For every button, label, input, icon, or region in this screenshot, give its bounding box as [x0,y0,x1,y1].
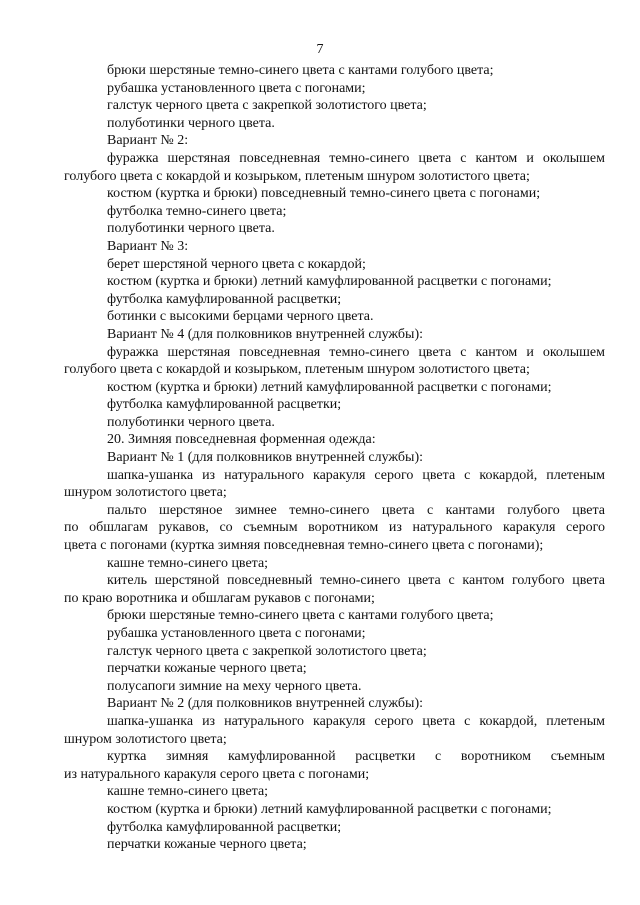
text-line: костюм (куртка и брюки) летний камуфлированной расцветки с погонами; [107,274,552,290]
text-line: по обшлагам рукавов, со съемным воротником из натурального каракуля серого [64,520,605,536]
text-line: Вариант № 4 (для полковников внутренней службы): [107,326,423,342]
text-line: по краю воротника и обшлагам рукавов с погонами; [64,590,375,606]
text-line: костюм (куртка и брюки) повседневный темно-синего цвета с погонами; [107,186,541,202]
text-line: Вариант № 3: [107,238,189,254]
text-line: голубого цвета с кокардой и козырьком, плетеным шнуром золотистого цвета; [64,362,530,378]
text-line: цвета с погонами (куртка зимняя повседневная темно-синего цвета с погонами); [64,538,544,554]
text-line: футболка камуфлированной расцветки; [107,291,342,307]
text-line: полуботинки черного цвета. [107,414,275,430]
text-line: китель шерстяной повседневный темно-синего цвета с кантом голубого цвета [107,573,605,589]
text-line: брюки шерстяные темно-синего цвета с кантами голубого цвета; [107,63,494,78]
text-line: перчатки кожаные черного цвета; [107,837,307,853]
text-line: полуботинки черного цвета. [107,221,275,237]
text-line: Вариант № 1 (для полковников внутренней службы): [107,450,423,466]
text-line: берет шерстяной черного цвета с кокардой; [107,256,366,272]
text-line: фуражка шерстяная повседневная темно-синего цвета с кантом и околышем [107,344,605,360]
text-line: пальто шерстяное зимнее темно-синего цвета с кантами голубого цвета [107,502,605,518]
text-line: шапка-ушанка из натурального каракуля серого цвета с кокардой, плетеным [107,467,605,483]
page-number: 7 [316,42,324,57]
text-line: брюки шерстяные темно-синего цвета с кантами голубого цвета; [107,608,494,624]
text-line: Вариант № 2 (для полковников внутренней службы): [107,696,423,712]
text-line: костюм (куртка и брюки) летний камуфлированной расцветки с погонами; [107,801,552,817]
text-line: футболка темно-синего цвета; [107,203,287,219]
text-line: из натурального каракуля серого цвета с погонами; [64,766,370,782]
text-line: голубого цвета с кокардой и козырьком, плетеным шнуром золотистого цвета; [64,168,530,184]
text-line: куртка зимняя камуфлированной расцветки с воротником съемным [107,749,605,765]
text-line: Вариант № 2: [107,133,189,149]
text-line: 20. Зимняя повседневная форменная одежда: [107,432,376,448]
text-line: костюм (куртка и брюки) летний камуфлированной расцветки с погонами; [107,379,552,395]
text-line: кашне темно-синего цвета; [107,784,269,800]
text-line: ботинки с высокими берцами черного цвета. [107,309,374,325]
text-line: шнуром золотистого цвета; [64,731,227,747]
text-line: галстук черного цвета с закрепкой золотистого цвета; [107,98,427,114]
text-line: перчатки кожаные черного цвета; [107,661,307,677]
text-line: рубашка установленного цвета с погонами; [107,626,366,641]
text-line: полуботинки черного цвета. [107,115,275,131]
text-line: полусапоги зимние на меху черного цвета. [107,678,362,694]
text-line: фуражка шерстяная повседневная темно-синего цвета с кантом и околышем [107,150,605,166]
text-line: галстук черного цвета с закрепкой золотистого цвета; [107,643,427,659]
text-line: футболка камуфлированной расцветки; [107,819,342,835]
document-body [64,62,605,854]
text-line: шнуром золотистого цвета; [64,485,227,501]
text-line: кашне темно-синего цвета; [107,555,269,571]
text-line: футболка камуфлированной расцветки; [107,397,342,413]
text-line: рубашка установленного цвета с погонами; [107,80,366,96]
text-line: шапка-ушанка из натурального каракуля серого цвета с кокардой, плетеным [107,713,605,729]
